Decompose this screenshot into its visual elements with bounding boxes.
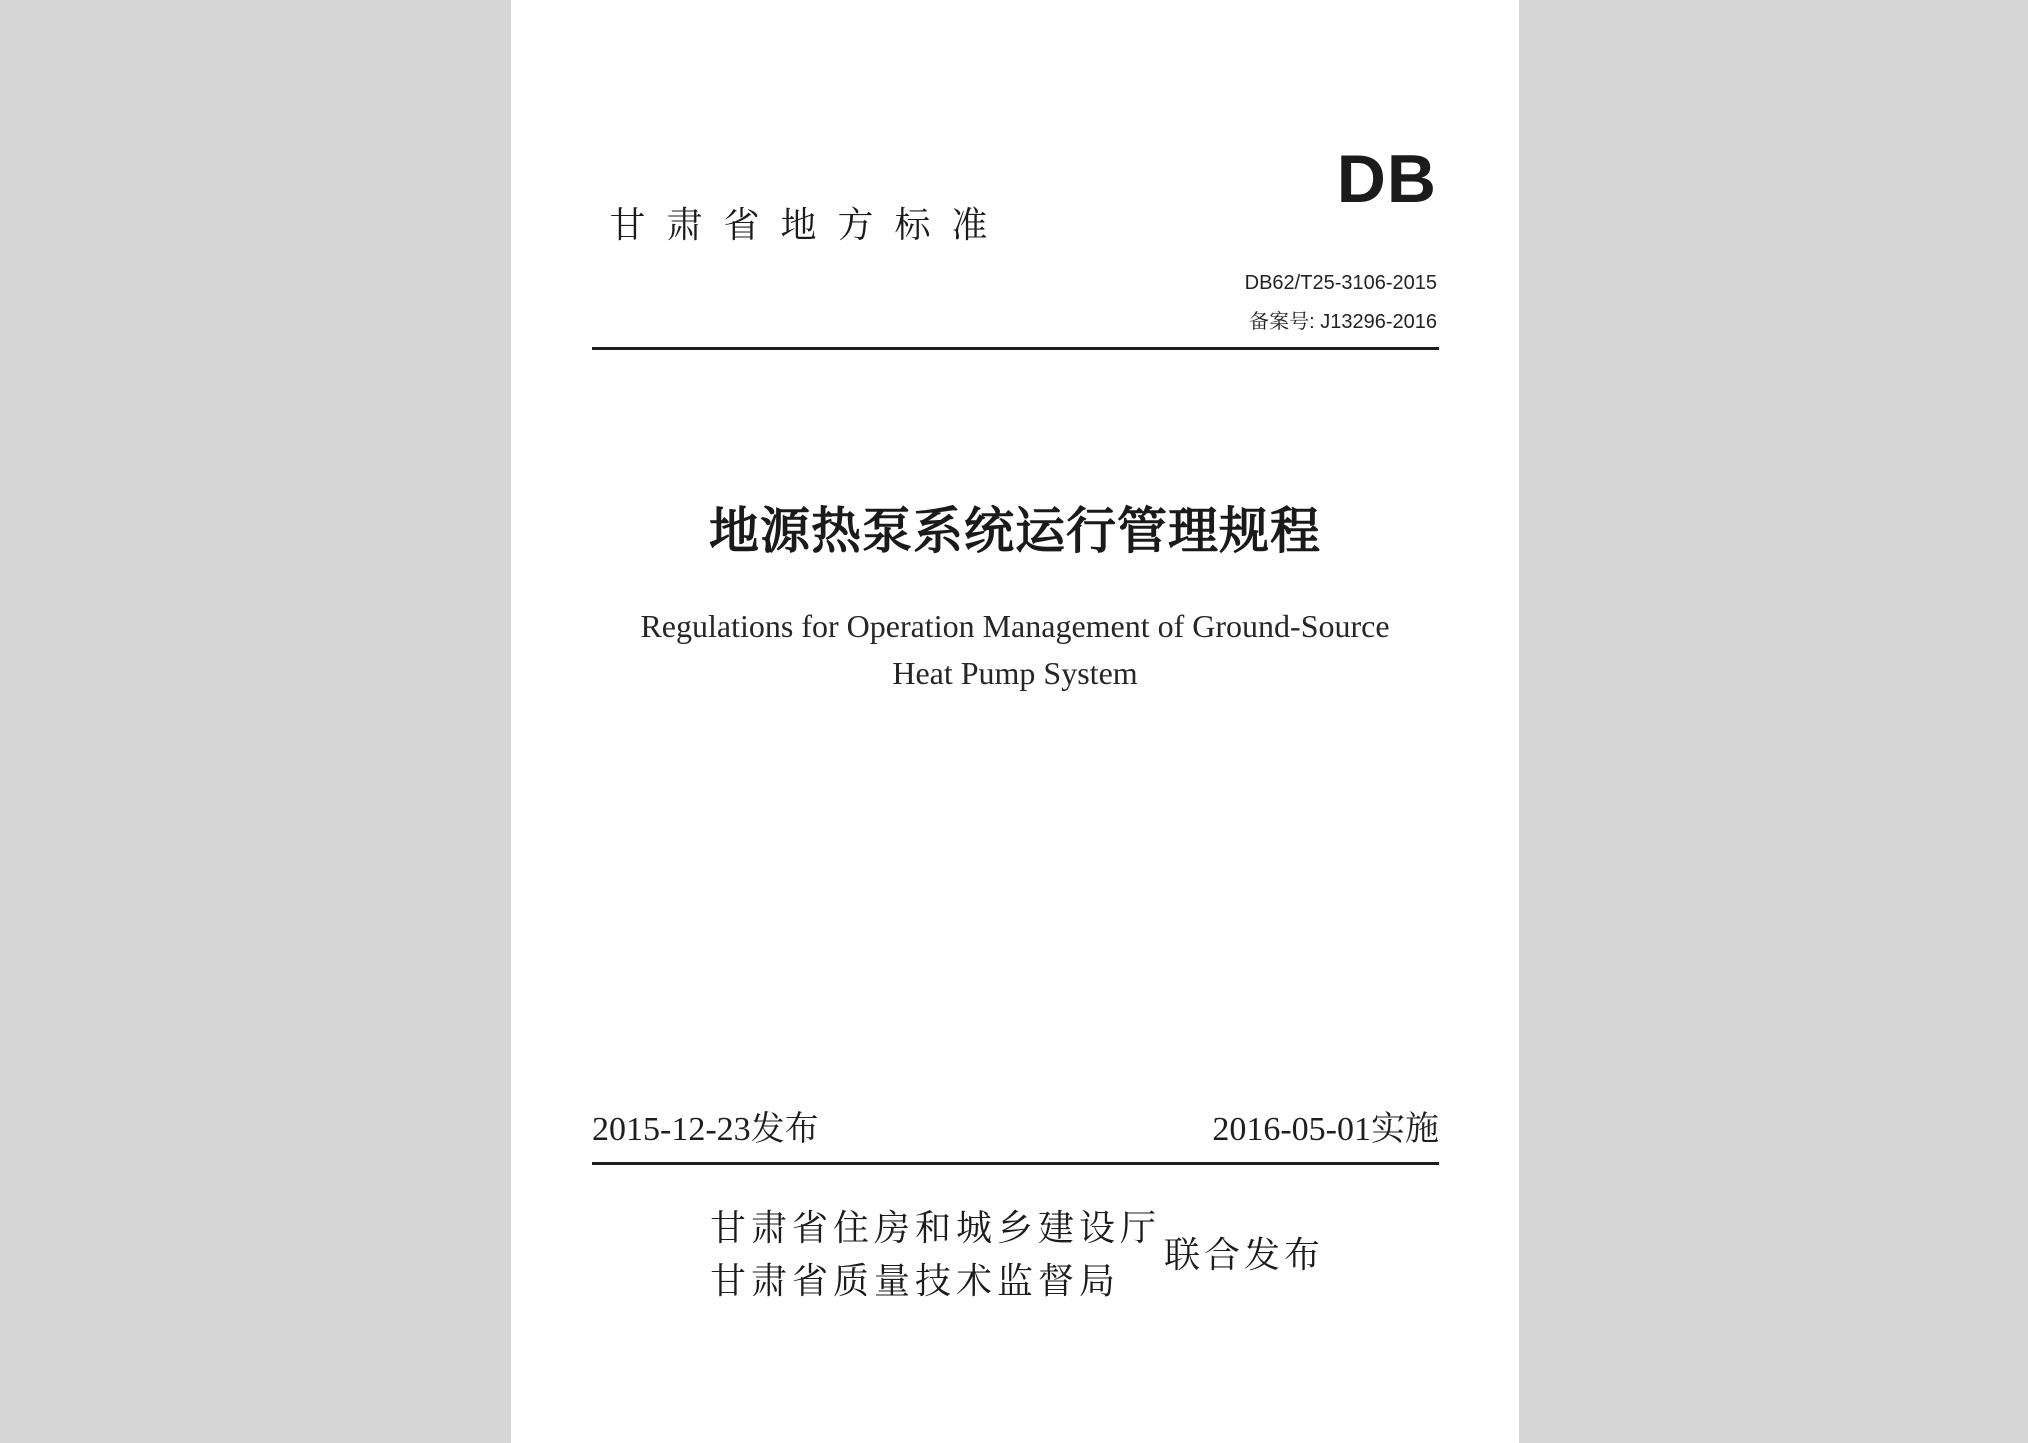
joint-release-label: 联合发布 xyxy=(1164,1235,1325,1276)
issue-date: 2015-12-23发布 xyxy=(592,1111,819,1148)
document-page xyxy=(511,0,1519,1443)
standard-type-heading: 甘肃省地方标准 xyxy=(609,205,1009,246)
record-number: 备案号: J13296-2016 xyxy=(1249,311,1437,333)
effective-date: 2016-05-01实施 xyxy=(1212,1111,1439,1148)
title-english-line-2: Heat Pump System xyxy=(892,655,1138,691)
bottom-divider xyxy=(592,1162,1439,1165)
standard-number: DB62/T25-3106-2015 xyxy=(1244,272,1437,294)
db-mark: DB xyxy=(1336,141,1437,217)
issuer-housing-department: 甘肃省住房和城乡建设厅 xyxy=(710,1208,1162,1249)
top-divider xyxy=(592,347,1439,350)
issuer-quality-bureau: 甘肃省质量技术监督局 xyxy=(710,1261,1121,1302)
title-english-line-1: Regulations for Operation Management of Ground-Source xyxy=(640,608,1390,644)
title-chinese: 地源热泵系统运行管理规程 xyxy=(709,501,1321,560)
